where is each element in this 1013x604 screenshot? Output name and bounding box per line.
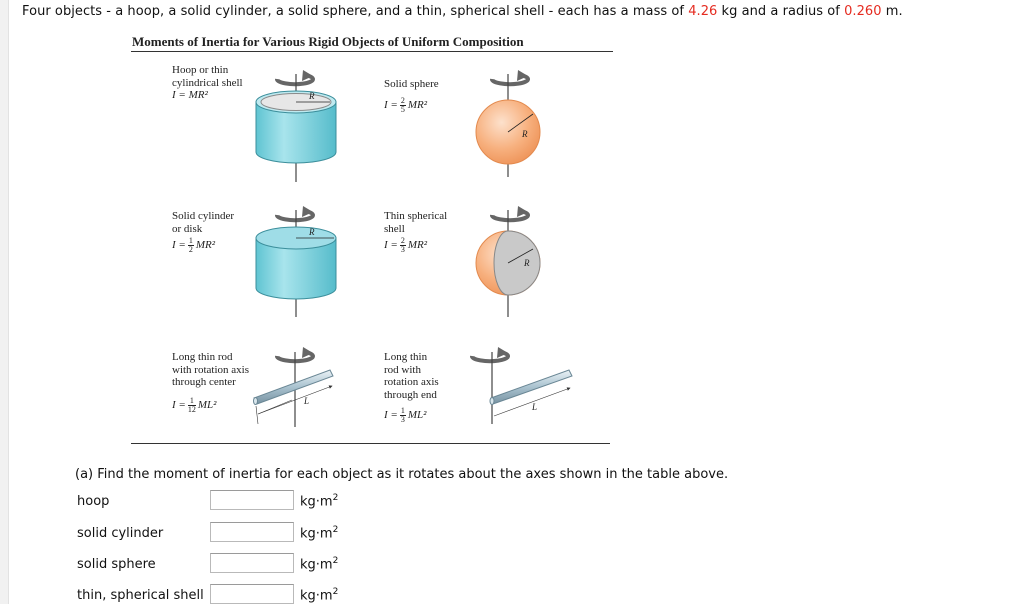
rotation-arrow-icon <box>492 206 528 220</box>
caption-line: cylindrical shell <box>172 76 243 89</box>
part-a-prompt: (a) Find the moment of inertia for each object as it rotates about the axes shown in the table above. <box>75 467 729 482</box>
formula-prefix: I = <box>384 409 398 422</box>
cylinder-fraction: $\frac{1}{2}$ <box>188 236 193 254</box>
caption-line: Thin spherical <box>384 210 448 222</box>
rotation-arrow-icon <box>492 70 528 84</box>
solid-sphere-unit: $kg\cdot m^2$ <box>300 556 339 573</box>
cylinder-formula-var: MR² <box>195 239 216 252</box>
solid-cylinder-answer-input[interactable] <box>210 522 294 542</box>
solid-cylinder-drawing <box>256 210 336 317</box>
hoop-label: hoop <box>77 494 110 509</box>
table-title: Moments of Inertia for Various Rigid Objects of Uniform Composition <box>132 34 524 49</box>
caption-line: rotation axis <box>384 376 439 388</box>
left-gutter <box>0 0 9 604</box>
rod-end-fraction: $\frac{1}{3}$ <box>400 406 405 424</box>
solid-sphere-label: solid sphere <box>77 557 156 572</box>
rod-center-drawing <box>254 352 334 427</box>
caption-line: Long thin rod <box>172 351 233 363</box>
table-bottom-rule <box>131 443 610 444</box>
hoop-R-label: R <box>309 91 315 101</box>
formula-prefix: I = <box>384 239 398 252</box>
rod-end-L-label: L <box>532 402 538 412</box>
rod-center-formula-var: ML² <box>197 398 217 411</box>
shell-fraction: $\frac{2}{3}$ <box>400 236 405 254</box>
formula-prefix: I = <box>172 239 186 252</box>
rotation-arrow-icon <box>277 206 313 220</box>
caption-line: or disk <box>172 222 203 235</box>
solid-sphere-answer-input[interactable] <box>210 553 294 573</box>
caption-line: through center <box>172 376 236 388</box>
question-intro <box>22 4 903 19</box>
rotation-arrow-icon <box>472 347 508 361</box>
solid-cylinder-label: solid cylinder <box>77 526 164 541</box>
solid-sphere-drawing <box>476 74 540 177</box>
sphere-fraction: $\frac{2}{5}$ <box>400 95 405 114</box>
caption-line: Solid sphere <box>384 78 439 90</box>
mass-value: 4.26 <box>688 4 718 19</box>
caption-line: with rotation axis <box>172 363 249 376</box>
caption-line: through end <box>384 388 437 401</box>
rod-center-fraction: $\frac{1}{12}$ <box>187 395 196 414</box>
caption-line: Long thin <box>384 351 428 363</box>
thin-shell-label: thin, spherical shell <box>77 588 204 603</box>
intro-text-end: m. <box>881 4 903 19</box>
hoop-unit: $kg\cdot m^2$ <box>300 493 339 510</box>
sphere-formula-var: MR² <box>407 98 428 111</box>
hoop-drawing <box>256 74 336 182</box>
thin-shell-drawing <box>476 210 540 317</box>
thin-shell-answer-input[interactable] <box>210 584 294 604</box>
intro-text-mid: kg and a radius of <box>717 4 845 19</box>
rod-end-drawing <box>490 352 572 424</box>
cylinder-R-label: R <box>309 227 315 237</box>
hoop-answer-input[interactable] <box>210 490 294 510</box>
shell-R-label: R <box>524 258 530 268</box>
rod-end-formula-var: ML² <box>407 409 427 422</box>
caption-line: shell <box>384 222 405 235</box>
radius-value: 0.260 <box>844 4 882 19</box>
intro-text-start: Four objects - a hoop, a solid cylinder, a solid sphere, and a thin, spherical shell - each has a mass of <box>22 4 689 19</box>
shell-formula-var: MR² <box>407 239 428 252</box>
hoop-formula: I = MR² <box>172 89 208 101</box>
rod-center-L-label: L <box>304 396 310 406</box>
solid-cylinder-unit: $kg\cdot m^2$ <box>300 525 339 542</box>
sphere-R-label: R <box>522 129 528 139</box>
caption-line: Solid cylinder <box>172 210 235 222</box>
formula-prefix: I = <box>172 398 186 411</box>
inertia-diagrams <box>132 52 612 442</box>
caption-line: Hoop or thin <box>172 64 229 76</box>
caption-line: rod with <box>384 363 421 376</box>
rotation-arrow-icon <box>277 70 313 84</box>
thin-shell-unit: $kg\cdot m^2$ <box>300 587 339 604</box>
formula-prefix: I = <box>384 98 398 111</box>
